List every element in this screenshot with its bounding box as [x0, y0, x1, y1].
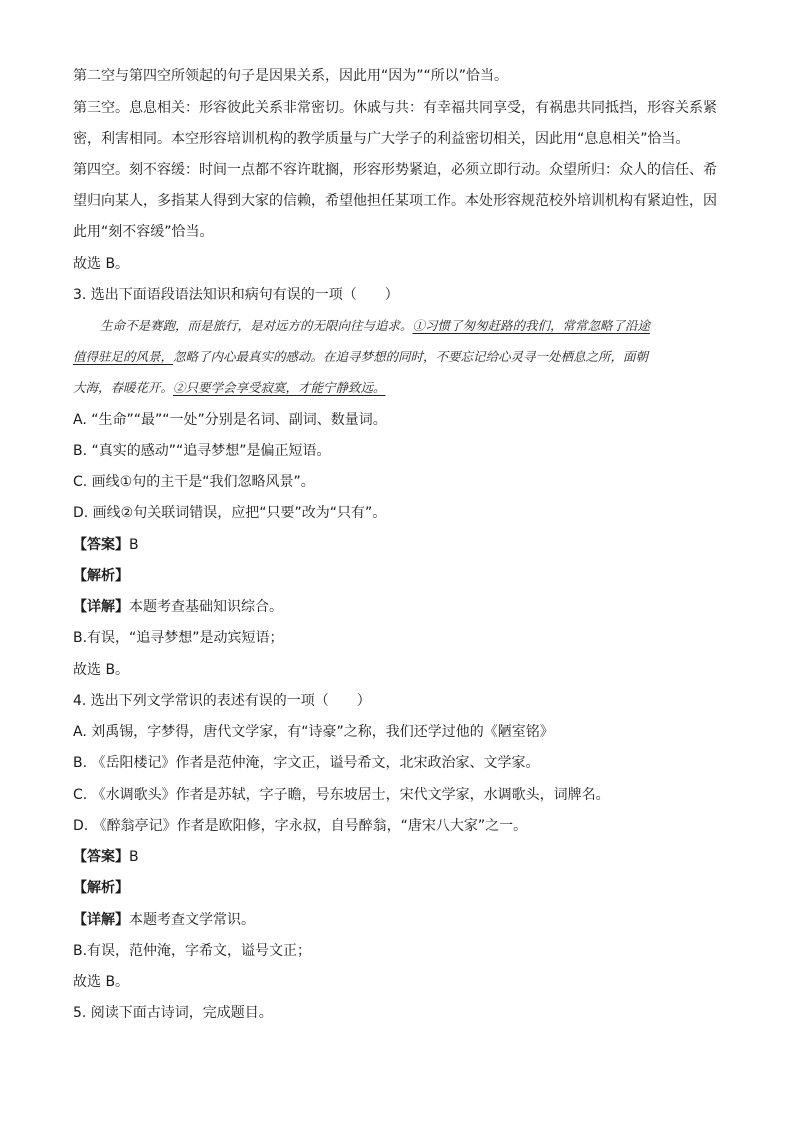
option-b: B. “真实的感动”“追寻梦想”是偏正短语。 [73, 443, 331, 459]
explanation-line: B.有误，范仲淹，字希文，谥号文正； [73, 943, 312, 959]
passage-line-3 [73, 378, 723, 398]
text-line: 此用“刻不容缓”恰当。 [73, 224, 214, 240]
text-line: 第四空。刻不容缓：时间一点都不容许耽搁，形容形势紧迫，必须立即行动。众望所归：众人的信任、希 [73, 162, 717, 178]
answer-value: B [129, 537, 139, 553]
underlined-sentence-1-cont: 值得驻足的风景， [73, 349, 174, 364]
passage-line-1 [100, 316, 750, 336]
option-d: D. 《醉翁亭记》作者是欧阳修，字永叔，自号醉翁，“唐宋八大家”之一。 [73, 818, 528, 834]
underlined-sentence-1: ①习惯了匆匆赶路的我们，常常忽略了沿途 [412, 318, 651, 333]
option-a: A. “生命”“最”“一处”分别是名词、副词、数量词。 [73, 412, 387, 428]
passage-text: 大海，春暖花开。 [73, 380, 174, 395]
option-b: B. 《岳阳楼记》作者是范仲淹，字文正，谥号希文，北宋政治家、文学家。 [73, 755, 540, 771]
question-5-stem: 5. 阅读下面古诗词，完成题目。 [73, 1005, 273, 1021]
detail-tag: 【详解】 [73, 912, 129, 928]
detail-line [73, 910, 255, 930]
analysis-tag: 【解析】 [73, 568, 129, 584]
text-line: 第三空。息息相关：形容彼此关系非常密切。休戚与共：有幸福共同享受，有祸患共同抵挡，形容关系紧 [73, 100, 717, 116]
detail-text: 本题考查基础知识综合。 [129, 599, 283, 615]
answer-line [73, 847, 139, 867]
question-4-stem: 4. 选出下列文学常识的表述有误的一项（ ） [73, 693, 371, 709]
text-line: 第二空与第四空所领起的句子是因果关系，因此用“因为”“所以”恰当。 [73, 68, 509, 84]
question-3-stem: 3. 选出下面语段语法知识和病句有误的一项（ ） [73, 287, 399, 303]
selection-line: 故选 B。 [73, 974, 130, 990]
detail-text: 本题考查文学常识。 [129, 912, 255, 928]
text-line: 故选 B。 [73, 256, 130, 272]
answer-value: B [129, 849, 139, 865]
underlined-sentence-2: ②只要学会享受寂寞，才能宁静致远。 [173, 380, 386, 395]
text-line: 密，利害相同。本空形容培训机构的教学质量与广大学子的利益密切相关，因此用“息息相关”恰当。 [73, 131, 690, 147]
passage-line-2 [73, 347, 723, 367]
detail-tag: 【详解】 [73, 599, 129, 615]
detail-line [73, 597, 283, 617]
answer-tag: 【答案】 [73, 537, 129, 553]
passage-text: 忽略了内心最真实的感动。在追寻梦想的同时，不要忘记给心灵寻一处栖息之所，面朝 [173, 349, 649, 364]
answer-tag: 【答案】 [73, 849, 129, 865]
answer-line [73, 535, 139, 555]
option-a: A. 刘禹锡，字梦得，唐代文学家，有“诗豪”之称，我们还学过他的《陋室铭》 [73, 724, 554, 740]
option-d: D. 画线②句关联词错误，应把“只要”改为“只有”。 [73, 505, 387, 521]
passage-text: 生命不是赛跑，而是旅行，是对远方的无限向往与追求。 [100, 318, 413, 333]
selection-line: 故选 B。 [73, 662, 130, 678]
option-c: C. 《水调歌头》作者是苏轼，字子瞻，号东坡居士，宋代文学家，水调歌头，词牌名。 [73, 787, 610, 803]
text-line: 望归向某人，多指某人得到大家的信赖，希望他担任某项工作。本处形容规范校外培训机构有紧迫性，因 [73, 193, 717, 209]
analysis-tag: 【解析】 [73, 880, 129, 896]
option-c: C. 画线①句的主干是“我们忽略风景”。 [73, 474, 315, 490]
explanation-line: B.有误，“追寻梦想”是动宾短语； [73, 630, 284, 646]
